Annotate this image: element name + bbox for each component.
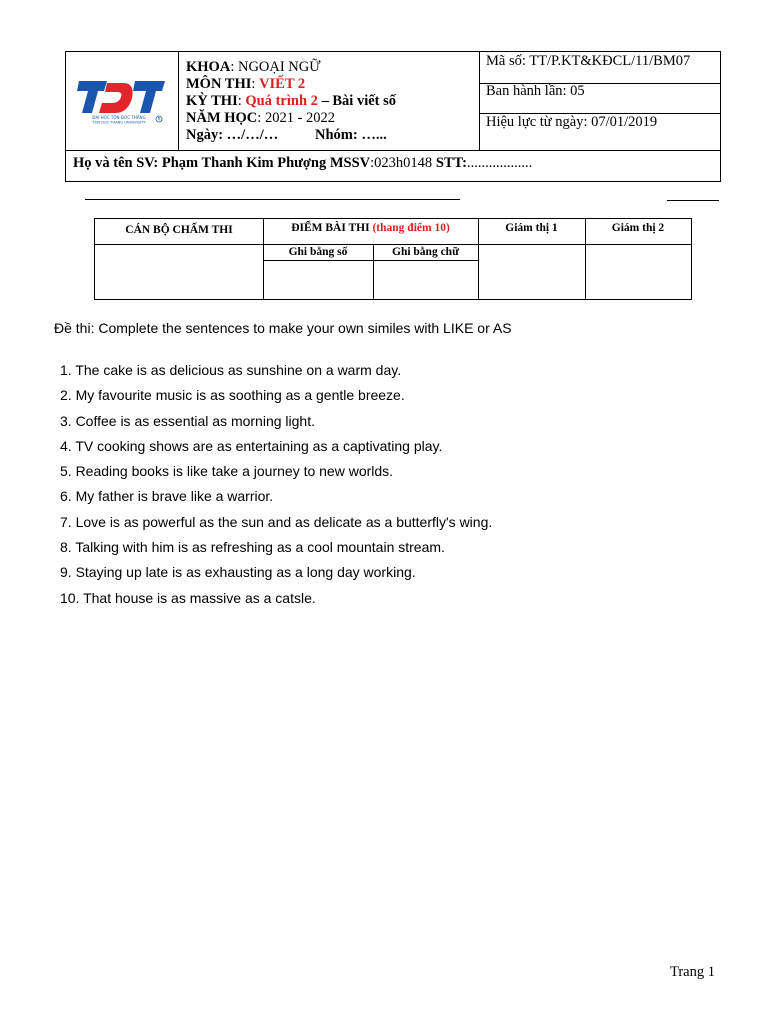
svg-text:TON DUC THANG UNIVERSITY: TON DUC THANG UNIVERSITY (92, 120, 146, 125)
proctor-2-header: Giám thị 2 (611, 222, 665, 234)
faculty-line: KHOA: NGOẠI NGỮ (186, 59, 321, 75)
header-divider (479, 52, 480, 150)
answer-sentence: 1. The cake is as delicious as sunshine on a warm day. (60, 362, 402, 378)
score-header: ĐIỂM BÀI THI (thang điểm 10) (291, 222, 450, 234)
score-table (94, 218, 692, 300)
table-divider (478, 244, 691, 245)
exam-period-line: KỲ THI: Quá trình 2 – Bài viết số (186, 93, 397, 109)
date-line: Ngày: …/…/… (186, 127, 279, 143)
answer-sentence: 4. TV cooking shows are as entertaining as a captivating play. (60, 437, 443, 454)
answer-sentence: 7. Love is as powerful as the sun and as delicate as a butterfly's wing. (60, 513, 493, 530)
grader-header: CÁN BỘ CHẤM THI (125, 224, 233, 236)
answer-sentence: 2. My favourite music is as soothing as a gentle breeze. (60, 387, 405, 404)
table-divider (263, 244, 478, 245)
answer-list (60, 361, 492, 614)
effective-date: Hiệu lực từ ngày: 07/01/2019 (486, 114, 658, 130)
answer-sentence: 3. Coffee is as essential as morning light. (60, 412, 315, 429)
answer-sentence: 5. Reading books is like take a journey to new worlds. (60, 463, 394, 480)
answer-sentence: 8. Talking with him is as refreshing as a cool mountain stream. (60, 539, 445, 556)
form-code: Mã số: TT/P.KT&KĐCL/11/BM07 (486, 53, 691, 69)
header-divider (66, 150, 720, 151)
group-line: Nhóm: …... (315, 127, 387, 143)
header-divider (178, 52, 179, 150)
table-divider (95, 244, 263, 245)
answer-sentence: 10. That house is as massive as a catsle. (60, 589, 316, 606)
issue-number: Ban hành lần: 05 (486, 83, 585, 99)
svg-text:R: R (157, 116, 161, 122)
svg-text:ĐẠI HỌC TÔN ĐỨC THẮNG: ĐẠI HỌC TÔN ĐỨC THẮNG (92, 115, 146, 120)
exam-prompt: Đề thi: Complete the sentences to make your own similes with LIKE or AS (54, 320, 512, 336)
student-info: Họ và tên SV: Phạm Thanh Kim Phượng MSSV:023h0148 STT:.................. (73, 155, 533, 171)
proctor-1-header: Giám thị 1 (505, 222, 558, 234)
table-divider (263, 260, 478, 261)
divider-line (85, 199, 460, 200)
divider-line (667, 200, 719, 201)
subject-line: MÔN THI: VIẾT 2 (186, 76, 306, 92)
page-number: Trang 1 (670, 964, 715, 980)
school-year-line: NĂM HỌC: 2021 - 2022 (186, 110, 336, 126)
exam-header (65, 51, 721, 182)
answer-sentence: 6. My father is brave like a warrior. (60, 488, 274, 505)
answer-sentence: 9. Staying up late is as exhausting as a long day working. (60, 564, 416, 581)
score-in-words-header: Ghi bằng chữ (392, 246, 459, 258)
university-logo (77, 73, 169, 125)
score-in-digits-header: Ghi bằng số (288, 246, 348, 258)
